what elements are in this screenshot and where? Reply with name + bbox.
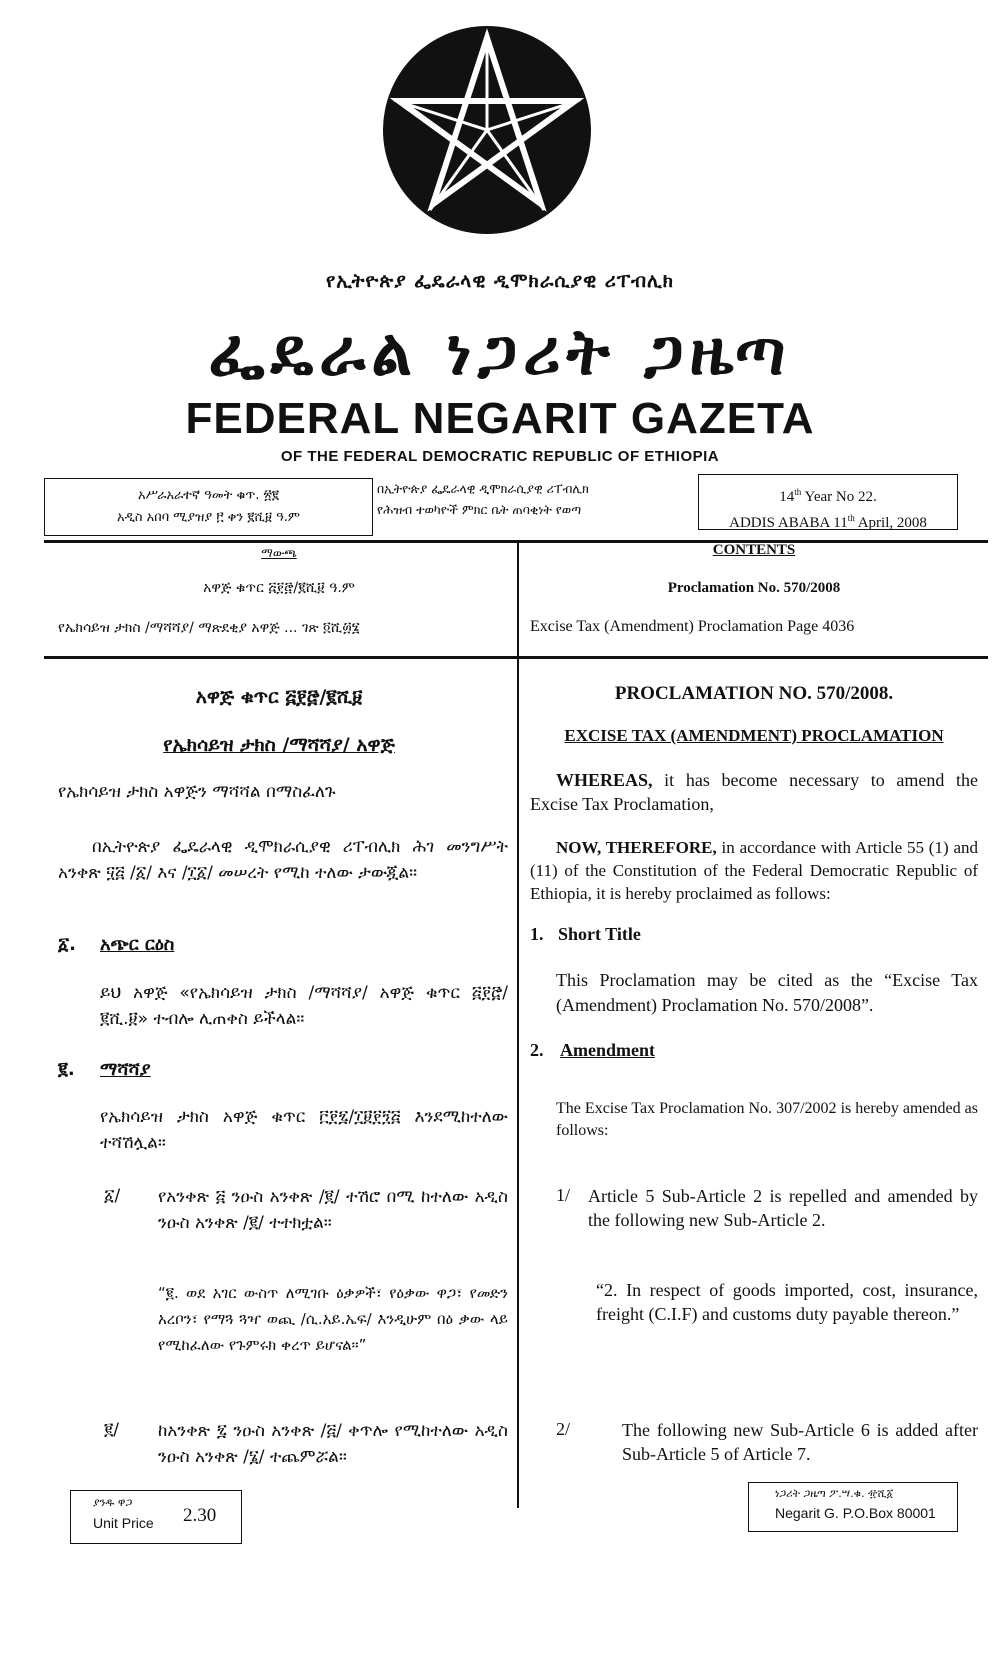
- proclamation-title-amharic: የኤክሳይዝ ታክስ /ማሻሻያ/ አዋጅ: [163, 734, 395, 756]
- section-1-body-amharic: ይህ አዋጅ «የኤክሳይዝ ታክስ /ማሻሻያ/ አዋጅ ቁጥር ፭፻፸/፪ሺ.፱» ተብሎ ሊጠቀስ ይችላል።: [100, 983, 508, 1029]
- contents-proclamation-amharic: አዋጅ ቁጥር ፭፻፸/፪ሺ፱ ዓ.ም: [203, 580, 355, 596]
- item-2-body-amharic: ከአንቀጽ ፯ ንዑስ አንቀጽ /፭/ ቀጥሎ የሚከተለው አዲስ ንዑስ አንቀጽ /፮/ ተጨምሯል።: [158, 1421, 508, 1467]
- section-1-body: This Proclamation may be cited as the “Excise Tax (Amendment) Proclamation No. 570/2008”.: [556, 970, 978, 1015]
- issue-info-box-english: [698, 474, 958, 530]
- now-therefore-clause-amharic: በኢትዮጵያ ፌዴራላዊ ዲሞክራሲያዊ ሪፐብሊክ ሕገ መንግሥት አንቀጽ ፶፭ /፩/ እና /፲፩/ መሠረት የሚከ ተለው ታውጇል።: [58, 837, 508, 883]
- item-1-number: 1/: [556, 1185, 571, 1205]
- section-2-title: Amendment: [560, 1040, 655, 1060]
- section-1-number: 1.: [530, 924, 544, 944]
- section-2-number-amharic: ፪.: [58, 1059, 75, 1080]
- issue-year-number: 14th Year No 22.: [779, 487, 877, 505]
- issue-year-number-amharic: አሥራአራተኛ ዓመት ቁጥ. ፳፪: [137, 488, 280, 503]
- item-1-number-amharic: ፩/: [104, 1186, 121, 1206]
- item-1-quote-amharic: “፪. ወደ አገር ውስጥ ለሚገቡ ዕቃዎች፣ የዕቃው ዋጋ፣ የመድን አረቦን፣ የማጓ ጓዣ ወጪ /ሲ.አይ.ኤፍ/ እንዲሁም በዕ ቃው ላይ የሚከፈለው የጉምሩክ ቀረጥ ይሆናል።”: [158, 1284, 508, 1354]
- column-divider: [517, 540, 519, 1508]
- contents-heading-amharic: ማውጫ: [261, 546, 297, 560]
- item-2-number-amharic: ፪/: [104, 1420, 120, 1440]
- item-1-quote: “2. In respect of goods imported, cost, insurance, freight (C.I.F) and customs duty payable thereon.”: [596, 1280, 978, 1324]
- item-2-number: 2/: [556, 1419, 571, 1439]
- po-box-english: Negarit G. P.O.Box 80001: [775, 1505, 936, 1521]
- english-gazette-subtitle: OF THE FEDERAL DEMOCRATIC REPUBLIC OF ETHIOPIA: [280, 448, 720, 465]
- amharic-republic-name: የኢትዮጵያ ፌዴራላዊ ዲሞክራሲያዊ ሪፐብሊክ: [325, 270, 675, 292]
- contents-heading: CONTENTS: [712, 542, 796, 558]
- item-2-body: The following new Sub-Article 6 is added after Sub-Article 5 of Article 7.: [622, 1420, 978, 1464]
- contents-bottom-rule: [44, 656, 988, 659]
- section-1-title-amharic: አጭር ርዕስ: [100, 934, 175, 955]
- proclamation-number: PROCLAMATION NO. 570/2008.: [614, 683, 894, 704]
- contents-proclamation: Proclamation No. 570/2008: [667, 580, 841, 596]
- section-2-number: 2.: [530, 1040, 544, 1060]
- unit-price-label-amharic: ያንዱ ዋጋ: [93, 1496, 133, 1509]
- now-therefore-clause: NOW, THEREFORE, in accordance with Article 55 (1) and (11) of the Constitution of the Federal Democratic Republic of Ethiopia, it is hereby proclaimed as follows:: [530, 838, 978, 903]
- po-box-box: [748, 1482, 958, 1532]
- contents-entry: Excise Tax (Amendment) Proclamation Page 4036: [530, 618, 855, 635]
- section-2-body-amharic: የኤክሳይዝ ታክስ አዋጅ ቁጥር ፫፻፯/፲፱፻፺፭ እንደሚከተለው ተሻሽሏል።: [100, 1107, 508, 1153]
- section-1-number-amharic: ፩.: [58, 934, 76, 955]
- item-1-body-amharic: የአንቀጽ ፭ ንዑስ አንቀጽ /፪/ ተሽሮ በሚ ከተለው አዲስ ንዑስ አንቀጽ /፪/ ተተክቷል።: [158, 1187, 508, 1233]
- po-box-amharic: ነጋሪት ጋዜጣ ፖ.ሣ.ቁ. ፹ሺ፩: [775, 1487, 894, 1500]
- unit-price-box: [70, 1490, 242, 1544]
- contents-entry-amharic: የኤክሳይዝ ታክስ /ማሻሻያ/ ማጽደቂያ አዋጅ ... ገጽ ፬ሺ፴፮: [58, 620, 360, 636]
- issue-date-amharic: አዲስ አበባ ሚያዝያ ፫ ቀን ፪ሺ፱ ዓ.ም: [116, 510, 301, 525]
- ethiopian-emblem-icon: [381, 24, 593, 236]
- proclamation-title: EXCISE TAX (AMENDMENT) PROCLAMATION: [564, 726, 944, 745]
- issue-info-box-amharic: [44, 478, 373, 536]
- item-1-body: Article 5 Sub-Article 2 is repelled and amended by the following new Sub-Article 2.: [588, 1186, 978, 1230]
- unit-price-label: Unit Price: [93, 1515, 154, 1531]
- whereas-clause: WHEREAS, it has become necessary to amend the Excise Tax Proclamation,: [530, 770, 978, 814]
- proclamation-number-amharic: አዋጅ ቁጥር ፭፻፸/፪ሺ፱: [195, 686, 363, 708]
- unit-price-value: 2.30: [183, 1505, 217, 1526]
- amharic-gazette-title: ፌዴራል ነጋሪት ጋዜጣ: [208, 316, 792, 390]
- section-2-body: The Excise Tax Proclamation No. 307/2002 is hereby amended as follows:: [556, 1100, 978, 1139]
- issue-date: ADDIS ABABA 11th April, 2008: [729, 513, 927, 531]
- section-2-title-amharic: ማሻሻያ: [100, 1059, 151, 1080]
- publisher-note-amharic: በኢትዮጵያ ፌዴራላዊ ዲሞክራሲያዊ ሪፐብሊክ የሕዝብ ተወካዮች ምክር ቤት ጠባቂነት የወጣ: [377, 481, 589, 517]
- english-gazette-title: FEDERAL NEGARIT GAZETA: [185, 394, 815, 443]
- whereas-clause-amharic: የኤክሳይዝ ታክስ አዋጅን ማሻሻል በማስፈለጉ: [58, 782, 336, 802]
- section-1-title: Short Title: [558, 924, 641, 944]
